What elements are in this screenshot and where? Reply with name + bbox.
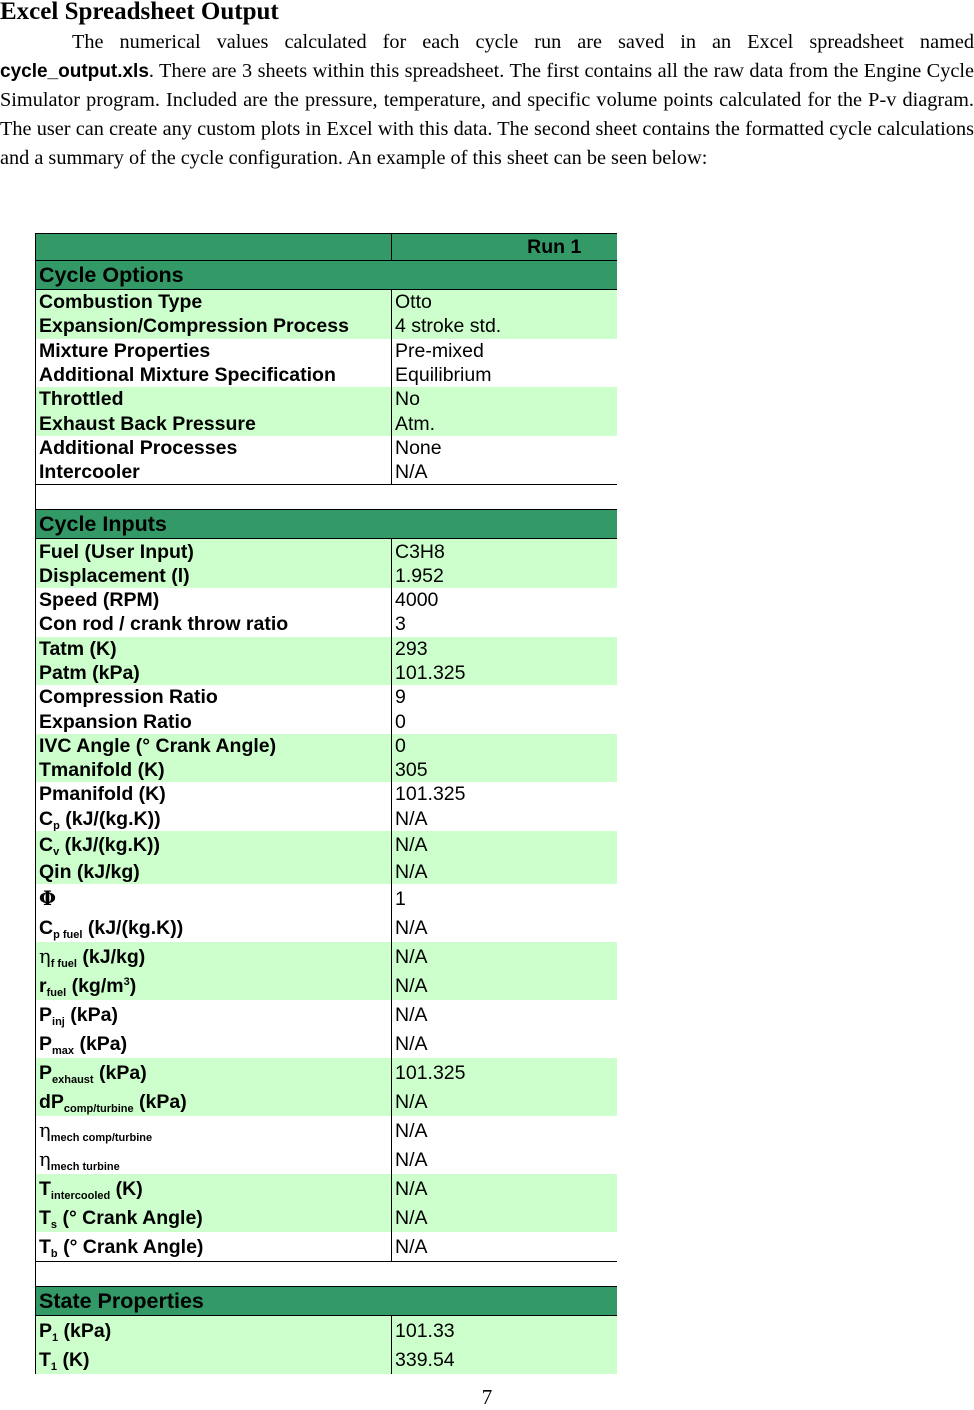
table-row [36,637,617,661]
row-value: 339.54 [392,1345,617,1374]
spacer-cell [36,1262,617,1287]
row-value: 101.33 [392,1316,617,1346]
table-row [36,1203,617,1232]
row-value: 4000 [395,589,439,612]
row-value: 101.325 [395,783,466,806]
table-row [36,884,617,913]
row-value: 0 [395,710,406,733]
row-label: Exhaust Back Pressure [36,411,392,435]
paragraph-text-start: The numerical values calculated for each cycle run are saved in an Excel spreadsheet named [72,31,974,53]
row-value: C3H8 [392,539,617,564]
row-label: IVC Angle (° Crank Angle) [36,734,392,758]
row-value: N/A [395,1003,428,1026]
row-label: $P_1$ (kPa) [36,1316,392,1346]
table-row [36,734,617,758]
table-row [36,971,617,1000]
row-label [36,884,392,913]
row-label: Compression Ratio [36,685,392,709]
table-header-row [36,234,617,261]
spacer-cell [36,485,617,510]
row-value: Atm. [392,411,617,435]
table-row [36,363,617,387]
row-value: 293 [392,637,617,661]
table-row [36,436,617,460]
table-row [36,612,617,636]
section-state-properties [36,1287,617,1316]
row-label: $P_{max}$ (kPa) [36,1029,392,1058]
row-value: 4 stroke std. [392,314,617,338]
table-row [36,588,617,612]
row-value: N/A [392,942,617,971]
section-title: Cycle Inputs [36,510,617,539]
section-title: Cycle Options [36,261,617,290]
row-value: N/A [395,1119,428,1142]
table-row [36,860,617,884]
row-value: N/A [395,1032,428,1055]
table-row [36,1087,617,1116]
table-row [36,1029,617,1058]
row-label: Expansion/Compression Process [36,314,392,338]
section-cycle-options [36,261,617,290]
row-label: $C_v$ (kJ/(kg.K)) [36,831,392,860]
table-row [36,709,617,733]
row-label: Additional Mixture Specification [36,363,392,387]
row-label: Throttled [36,387,392,411]
table-row [36,758,617,782]
row-label: $\eta_{mech turbine}$ [36,1145,392,1174]
table-row [36,782,617,806]
row-label: Intercooler [36,460,392,485]
table-row [36,1316,617,1346]
row-value: N/A [392,1174,617,1203]
row-label: $C_p$ (kJ/(kg.K)) [36,807,392,831]
row-value: Equilibrium [395,364,492,387]
table-row [36,539,617,564]
row-value: 1.952 [392,564,617,588]
header-blank-cell [36,234,392,261]
row-label: $dP_{comp/turbine}$ (kPa) [36,1087,392,1116]
section-heading: Excel Spreadsheet Output [0,0,279,25]
row-label: Qin (kJ/kg) [36,860,392,884]
table-row [36,1232,617,1262]
row-value: 305 [392,758,617,782]
row-label: Additional Processes [36,436,392,460]
row-label: Expansion Ratio [36,709,392,733]
table-row [36,942,617,971]
cycle-output-table [35,233,617,1374]
row-label: Displacement (l) [36,564,392,588]
run-header: Run 1 [392,234,617,261]
row-label: $T_s$ (° Crank Angle) [36,1203,392,1232]
section-cycle-inputs [36,510,617,539]
row-label: $C_{p fuel}$ (kJ/(kg.K)) [36,913,392,942]
row-label: Combustion Type [36,290,392,315]
table-row [36,460,617,485]
table-row [36,1174,617,1203]
row-label: Fuel (User Input) [36,539,392,564]
table-row [36,913,617,942]
intro-paragraph [0,28,974,173]
row-value: 101.325 [392,661,617,685]
table-row [36,831,617,860]
row-value: 101.325 [392,1058,617,1087]
row-value: N/A [395,1148,428,1171]
table-row [36,1000,617,1029]
row-label: $r_{fuel}$ $(kg/m^3)$ [36,971,392,1000]
row-value: 0 [392,734,617,758]
row-label: $T_{intercooled}$ (K) [36,1174,392,1203]
file-name: cycle_output.xls [0,61,149,82]
row-value: N/A [392,831,617,860]
row-value: None [395,436,442,459]
section-title: State Properties [36,1287,617,1316]
row-value: N/A [395,807,428,830]
table-row [36,1116,617,1145]
row-label: Tatm (K) [36,637,392,661]
row-value: N/A [395,1235,428,1258]
row-label: Mixture Properties [36,339,392,363]
row-value: Otto [392,290,617,315]
row-value: N/A [392,971,617,1000]
row-value: N/A [395,916,428,939]
table-row [36,339,617,363]
table-row [36,1345,617,1374]
row-value: N/A [392,1203,617,1232]
row-value: No [392,387,617,411]
table-row [36,290,617,315]
row-label: $\eta_{f fuel}$ (kJ/kg) [36,942,392,971]
paragraph-text-end: . There are 3 sheets within this spreadsheet. The first contains all the raw data from the Engine Cycle Simulator program. Included are the pressure, temperature, and specific volume points calculated for the P-v diagram. The user can create any custom plots in Excel with this data. The second sheet contains the formatted cycle calculations and a summary of the cycle configuration. An example of this sheet can be seen below: [0,60,974,169]
spacer-row [36,485,617,510]
page-number: 7 [481,1385,493,1409]
phi-symbol: Φ [39,886,56,910]
table-row [36,564,617,588]
row-label: Tmanifold (K) [36,758,392,782]
row-label: Con rod / crank throw ratio [36,612,392,636]
row-value: 9 [395,686,406,709]
table-row [36,661,617,685]
row-label: Pmanifold (K) [36,782,392,806]
row-label: $\eta_{mech comp/turbine}$ [36,1116,392,1145]
row-label: $T_1$ (K) [36,1345,392,1374]
row-label: $T_b$ (° Crank Angle) [36,1232,392,1262]
table-row [36,411,617,435]
row-label: Patm (kPa) [36,661,392,685]
table-row [36,1058,617,1087]
table-row [36,387,617,411]
table-row [36,1145,617,1174]
row-value: N/A [392,1087,617,1116]
row-value: 3 [395,613,406,636]
row-label: $P_{exhaust}$ (kPa) [36,1058,392,1087]
spacer-row [36,1262,617,1287]
row-value: N/A [392,860,617,884]
row-value: N/A [395,461,428,484]
row-label: Speed (RPM) [36,588,392,612]
row-value: 1 [395,887,406,910]
row-value: Pre-mixed [395,339,484,362]
table-row [36,807,617,831]
row-label: $P_{inj}$ (kPa) [36,1000,392,1029]
table-row [36,314,617,338]
table-row [36,685,617,709]
